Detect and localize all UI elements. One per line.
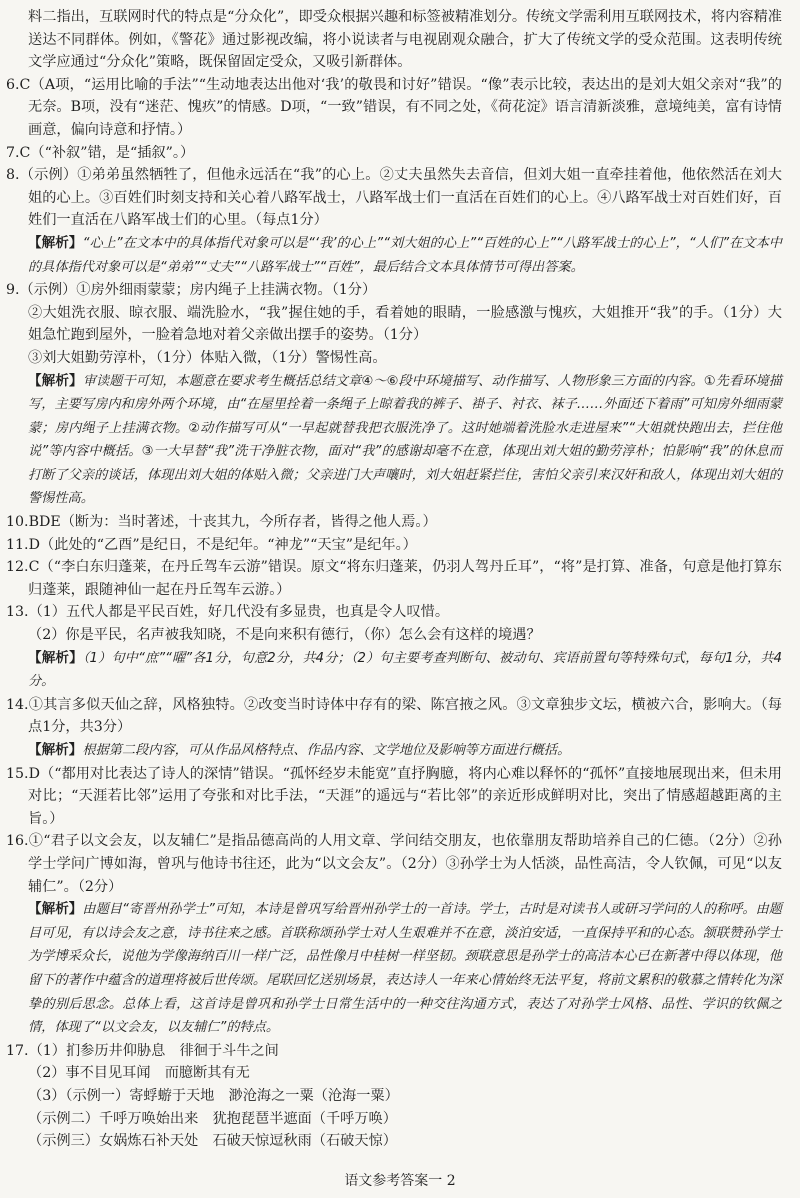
- answer-11: 11.D（此处的“乙酉”是纪日，不是纪年。“神龙”“天宝”是纪年。）: [6, 536, 417, 553]
- analysis-label: 【解析】: [28, 234, 83, 251]
- intro-paragraph: 料二指出，互联网时代的特点是“分众化”，即受众根据兴趣和标签被精准划分。传统文学需利用互联网技术，将内容精准送达不同群体。例如，《警花》通过影视改编，将小说读者与电视剧观众融合，扩大了传统文学的受众范围。这表明传统文学应通过“分众化”策略，既保留固定受众，又吸引新群体。: [28, 9, 782, 71]
- answer-12: 12.C（“李白东归蓬莱，在丹丘驾车云游”错误。原文“将东归蓬莱，仍羽人驾丹丘耳”，“将”是打算、准备，句意是他打算东归蓬莱，跟随神仙一起在丹丘驾车云游。）: [6, 559, 782, 598]
- answer-7: 7.C（“补叙”错，是“插叙”。）: [6, 144, 195, 161]
- answer-9-point-1: 9.（示例）①房外细雨蒙蒙；房内绳子上挂满衣物。（1分）: [6, 282, 377, 299]
- analysis-13: [6, 647, 782, 694]
- analysis-text: 由题目“寄晋州孙学士”可知，本诗是曾巩写给晋州孙学士的一首诗。学士，古时是对读书人或研习学问的人的称呼。由题目可见，有以诗会友之意，诗书往来之感。首联称颂孙学士对人生艰难并不在意，淡泊安适，一直保持平和的心态。颔联赞孙学士为学博采众长，说他为学像海纳百川一样广泛，品性像月中桂树一样坚韧。颈联意思是孙学士的高洁本心已在新著中得以体现，他留下的著作中蕴含的道理将被后世传颂。尾联回忆送别场景，表达诗人一年来心情始终无法平复，将前文累积的敬慕之情转化为深挚的别后思念。总体上看，这首诗是曾巩和孙学士日常生活中的一种交往沟通方式，表达了对孙学士风格、品性、学识的钦佩之情，体现了“以文会友，以友辅仁”的特点。: [28, 902, 782, 1036]
- analysis-label: 【解析】: [28, 901, 83, 918]
- answer-17-part-1: 17.（1）扪参历井仰胁息 徘徊于斗牛之间: [6, 1042, 279, 1059]
- answer-13-part-2: （2）你是平民，名声被我知晓，不是向来积有德行，（你）怎么会有这样的境遇？: [28, 627, 541, 644]
- answer-17-example-3: （示例三）女娲炼石补天处 石破天惊逗秋雨（石破天惊）: [28, 1133, 397, 1150]
- analysis-label: 【解析】: [28, 742, 83, 758]
- answer-17-example-1: （3）（示例一）寄蜉蝣于天地 渺沧海之一粟（沧海一粟）: [28, 1087, 399, 1104]
- analysis-text: “心上”在文本中的具体指代对象可以是“‘我’的心上”“刘大姐的心上”“百姓的心上”“八路军战士的心上”，“人们”在文本中的具体指代对象可以是“弟弟”“丈夫”“八路军战士”“百姓”，最后结合文本具体情节可得出答案。: [28, 235, 782, 275]
- analysis-8: [6, 232, 782, 279]
- analysis-16: [6, 898, 782, 1040]
- analysis-text: （1）句中“庶”“曜”各1分，句意2分，共4分；（2）句主要考查判断句、被动句、宾语前置句等特殊句式，每句1分，共4分。: [28, 650, 783, 690]
- answer-13-part-1: 13.（1）五代人都是平民百姓，好几代没有多显贵，也真是令人叹惜。: [6, 604, 450, 621]
- answer-15: 15.D（“都用对比表达了诗人的深情”错误。“孤怀经岁未能宽”直抒胸臆，将内心难以释怀的“孤怀”直接地展现出来，但未用对比；“天涯若比邻”运用了夸张和对比手法，“天涯”的遥远与“若比邻”的亲近形成鲜明对比，突出了情感超越距离的主旨。）: [6, 765, 782, 827]
- answer-8: 8.（示例）①弟弟虽然牺牲了，但他永远活在“我”的心上。②丈夫虽然失去音信，但刘大姐一直牵挂着他，他依然活在刘大姐的心上。③百姓们时刻支持和关心着八路军战士，八路军战士们一直活在百姓们的心上。④八路军战士对百姓们好，百姓们一直活在八路军战士们的心里。（每点1分）: [6, 167, 782, 229]
- answer-9-point-3: ③刘大姐勤劳淳朴，（1分）体贴入微，（1分）警惕性高。: [28, 349, 387, 366]
- answer-9-point-2: ②大姐洗衣服、晾衣服、端洗脸水，“我”握住她的手，看着她的眼睛，一脸感激与愧疚，大姐推开“我”的手。（1分）大姐急忙跑到屋外，一脸着急地对着父亲做出摆手的姿势。（1分）: [28, 304, 782, 344]
- analysis-text: 根据第二段内容，可从作品风格特点、作品内容、文学地位及影响等方面进行概括。: [82, 743, 571, 758]
- analysis-label: 【解析】: [28, 372, 83, 389]
- answer-6: 6.C（A项，“运用比喻的手法”“生动地表达出他对‘我’的敬畏和讨好”错误。“像”表示比较，表达出的是刘大姐父亲对“我”的无奈。B项，没有“迷茫、愧疚”的情感。D项，“一致”错误，有不同之处，《荷花淀》语言清新淡雅，意境纯美，富有诗情画意，偏向诗意和抒情。）: [6, 76, 782, 138]
- answer-17-part-2: （2）事不目见耳闻 而臆断其有无: [28, 1065, 250, 1082]
- answer-16: 16.①“君子以文会友，以友辅仁”是指品德高尚的人用文章、学问结交朋友，也依靠朋友帮助培养自己的仁德。（2分）②孙学士学问广博如海，曾巩与他诗书往还，此为“以文会友”。（2分）③孙学士为人恬淡，品性高洁，令人钦佩，可见“以友辅仁”。（2分）: [6, 833, 782, 895]
- answer-17-example-2: （示例二）千呼万唤始出来 犹抱琵琶半遮面（千呼万唤）: [28, 1110, 397, 1127]
- answer-14: 14.①其言多似天仙之辞，风格独特。②改变当时诗体中存有的梁、陈宫掖之风。③文章独步文坛，横被六合，影响大。（每点1分，共3分）: [6, 696, 782, 736]
- analysis-label: 【解析】: [28, 649, 83, 666]
- answer-10: 10.BDE（断为：当时著述，十丧其九，今所存者，皆得之他人焉。）: [6, 514, 437, 531]
- analysis-9: [6, 370, 782, 512]
- page-footer: 语文参考答案一 2: [344, 1173, 456, 1189]
- analysis-text: 审读题干可知，本题意在要求考生概括总结文章④～⑥段中环境描写、动作描写、人物形象三方面的内容。①先看环境描写，主要写房内和房外两个环境，由“在屋里拴着一条绳子上晾着我的裤子、褂子、衬衣、袜子……外面还下着雨”可知房外细雨蒙蒙；房内绳子上挂满衣物。②动作描写可从“一早起就替我把衣服洗净了。这时她端着洗脸水走进屋来”“大姐就快跑出去，拦住他说”等内容中概括。③一大早替“我”洗干净脏衣物，面对“我”的感谢却毫不在意，体现出刘大姐的勤劳淳朴；怕影响“我”的休息而打断了父亲的谈话，体现出刘大姐的体贴入微；父亲进门大声嚷时，刘大姐赶紧拦住，害怕父亲引来汉奸和敌人，体现出刘大姐的警惕性高。: [28, 373, 782, 507]
- analysis-14: [6, 739, 782, 763]
